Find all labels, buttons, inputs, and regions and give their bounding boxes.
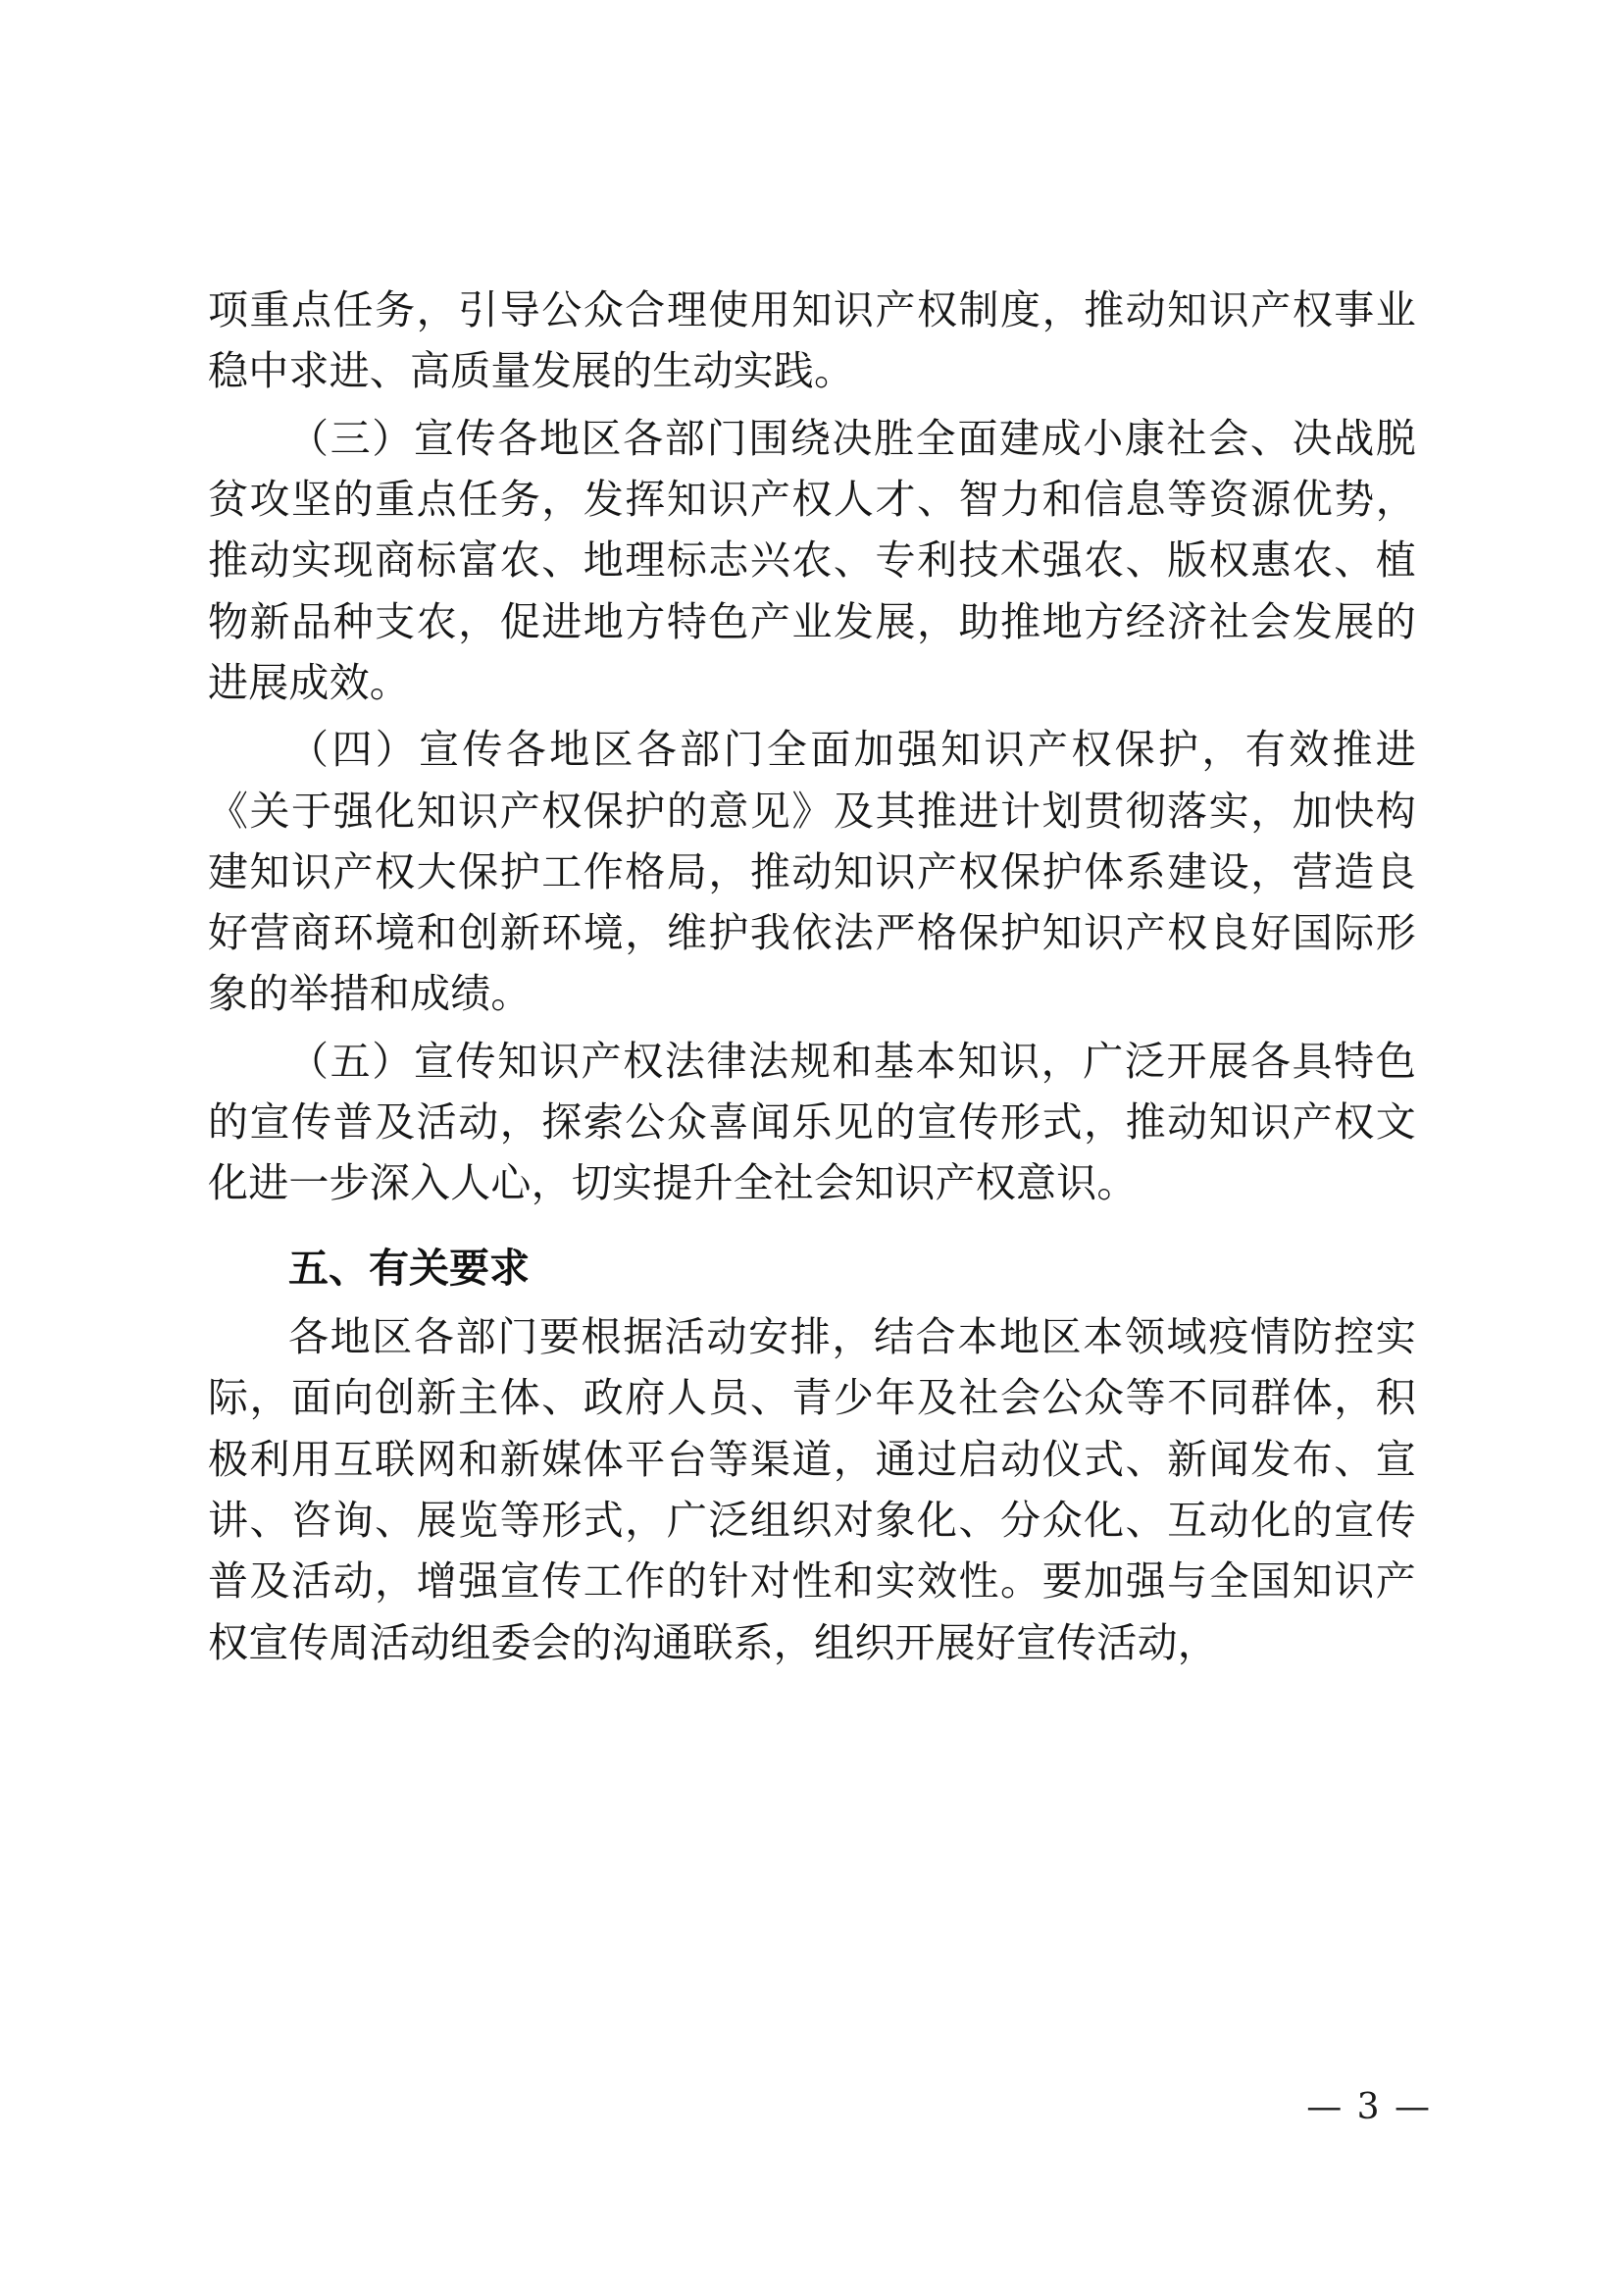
paragraph-item-five: （五）宣传知识产权法律法规和基本知识，广泛开展各具特色的宣传普及活动，探索公众喜闻乐见的宣传形式，推动知识产权文化进一步深入人心，切实提升全社会知识产权意识。 [208, 1037, 1416, 1207]
section-heading-requirements: 五、有关要求 [288, 1244, 530, 1292]
paragraph-item-three: （三）宣传各地区各部门围绕决胜全面建成小康社会、决战脱贫攻坚的重点任务，发挥知识产权人才、智力和信息等资源优势，推动实现商标富农、地理标志兴农、专利技术强农、版权惠农、植物新品种支农，促进地方特色产业发展，助推地方经济社会发展的进展成效。 [208, 414, 1416, 706]
paragraph-item-four: （四）宣传各地区各部门全面加强知识产权保护，有效推进《关于强化知识产权保护的意见》及其推进计划贯彻落实，加快构建知识产权大保护工作格局，推动知识产权保护体系建设，营造良好营商环境和创新环境，维护我依法严格保护知识产权良好国际形象的举措和成绩。 [208, 726, 1416, 1018]
paragraph-requirements: 各地区各部门要根据活动安排，结合本地区本领域疫情防控实际，面向创新主体、政府人员、青少年及社会公众等不同群体，积极利用互联网和新媒体平台等渠道，通过启动仪式、新闻发布、宣讲、咨询、展览等形式，广泛组织对象化、分众化、互动化的宣传普及活动，增强宣传工作的针对性和实效性。要加强与全国知识产权宣传周活动组委会的沟通联系，组织开展好宣传活动， [208, 1313, 1416, 1666]
page-number: — 3 — [1306, 2087, 1432, 2127]
document-body [208, 280, 1416, 1679]
paragraph-continued: 项重点任务，引导公众合理使用知识产权制度，推动知识产权事业稳中求进、高质量发展的生动实践。 [208, 286, 1416, 395]
